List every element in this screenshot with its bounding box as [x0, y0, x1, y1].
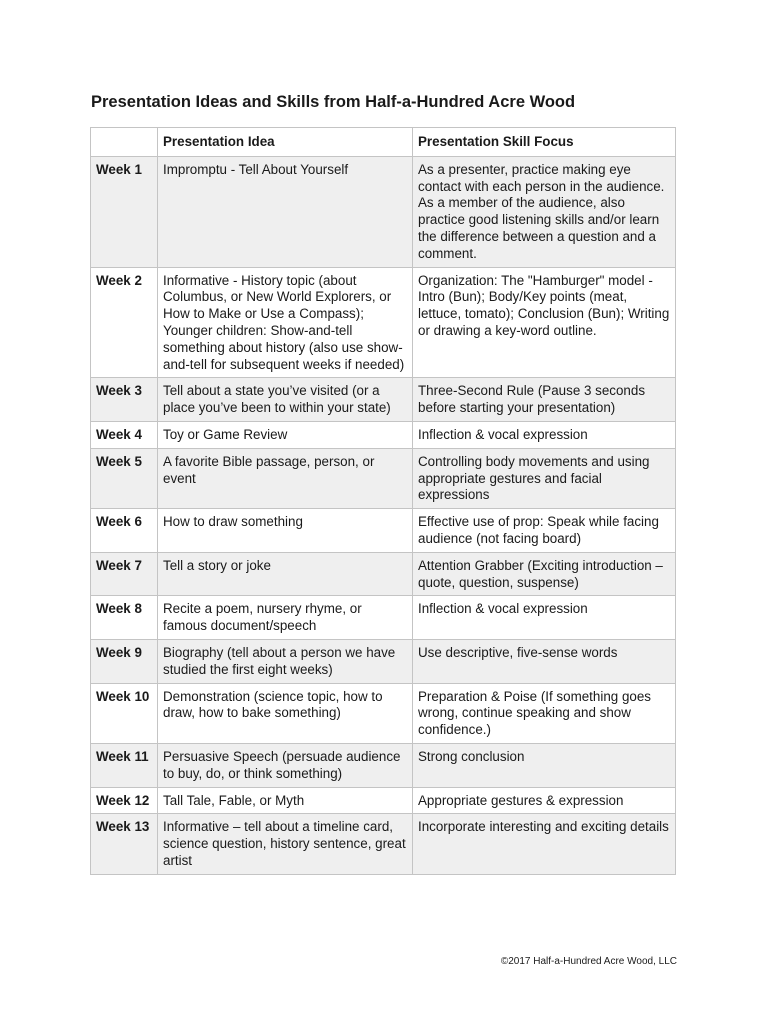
skill-cell: Attention Grabber (Exciting introduction – quote, question, suspense)	[413, 552, 676, 596]
idea-cell: Demonstration (science topic, how to draw, how to bake something)	[158, 683, 413, 743]
week-cell: Week 2	[91, 267, 158, 378]
week-cell: Week 5	[91, 448, 158, 508]
idea-cell: Informative – tell about a timeline card, science question, history sentence, great artist	[158, 814, 413, 874]
skill-cell: As a presenter, practice making eye contact with each person in the audience. As a member of the audience, also practice good listening skills and/or learn the difference between a question and a comment.	[413, 156, 676, 267]
idea-cell: A favorite Bible passage, person, or event	[158, 448, 413, 508]
presentation-schedule-table	[90, 127, 676, 875]
week-cell: Week 8	[91, 596, 158, 640]
skill-cell: Strong conclusion	[413, 743, 676, 787]
skill-cell: Inflection & vocal expression	[413, 421, 676, 448]
table-row	[91, 448, 676, 508]
copyright-footer: ©2017 Half-a-Hundred Acre Wood, LLC	[500, 956, 677, 967]
skill-cell: Effective use of prop: Speak while facing audience (not facing board)	[413, 509, 676, 553]
week-cell: Week 10	[91, 683, 158, 743]
idea-cell: Tell a story or joke	[158, 552, 413, 596]
table-header-row	[91, 128, 676, 157]
idea-cell: Tell about a state you’ve visited (or a place you’ve been to within your state)	[158, 378, 413, 422]
idea-cell: Informative - History topic (about Columbus, or New World Explorers, or How to Make or Use a Compass); Younger children: Show-and-tell something about history (also use show-and-tell for subsequent weeks if needed)	[158, 267, 413, 378]
skill-cell: Three-Second Rule (Pause 3 seconds before starting your presentation)	[413, 378, 676, 422]
skill-cell: Controlling body movements and using appropriate gestures and facial expressions	[413, 448, 676, 508]
table-row	[91, 743, 676, 787]
week-cell: Week 3	[91, 378, 158, 422]
skill-cell: Use descriptive, five-sense words	[413, 639, 676, 683]
header-week	[91, 128, 158, 157]
week-cell: Week 9	[91, 639, 158, 683]
header-presentation-idea: Presentation Idea	[158, 128, 413, 157]
skill-cell: Incorporate interesting and exciting details	[413, 814, 676, 874]
week-cell: Week 4	[91, 421, 158, 448]
skill-cell: Appropriate gestures & expression	[413, 787, 676, 814]
idea-cell: Biography (tell about a person we have studied the first eight weeks)	[158, 639, 413, 683]
week-cell: Week 7	[91, 552, 158, 596]
table-row	[91, 156, 676, 267]
week-cell: Week 13	[91, 814, 158, 874]
skill-cell: Organization: The "Hamburger" model - Intro (Bun); Body/Key points (meat, lettuce, tomato); Conclusion (Bun); Writing or drawing a key-word outline.	[413, 267, 676, 378]
week-cell: Week 1	[91, 156, 158, 267]
idea-cell: Toy or Game Review	[158, 421, 413, 448]
week-cell: Week 12	[91, 787, 158, 814]
table-row	[91, 683, 676, 743]
idea-cell: Persuasive Speech (persuade audience to buy, do, or think something)	[158, 743, 413, 787]
page-title: Presentation Ideas and Skills from Half-a-Hundred Acre Wood	[91, 93, 576, 111]
idea-cell: Recite a poem, nursery rhyme, or famous document/speech	[158, 596, 413, 640]
table-row	[91, 378, 676, 422]
table-row	[91, 552, 676, 596]
idea-cell: Impromptu - Tell About Yourself	[158, 156, 413, 267]
skill-cell: Inflection & vocal expression	[413, 596, 676, 640]
idea-cell: How to draw something	[158, 509, 413, 553]
week-cell: Week 11	[91, 743, 158, 787]
table-row	[91, 639, 676, 683]
table-row	[91, 509, 676, 553]
header-skill-focus: Presentation Skill Focus	[413, 128, 676, 157]
skill-cell: Preparation & Poise (If something goes wrong, continue speaking and show confidence.)	[413, 683, 676, 743]
table-row	[91, 421, 676, 448]
week-cell: Week 6	[91, 509, 158, 553]
table-row	[91, 596, 676, 640]
table-row	[91, 267, 676, 378]
idea-cell: Tall Tale, Fable, or Myth	[158, 787, 413, 814]
table-row	[91, 814, 676, 874]
table-row	[91, 787, 676, 814]
